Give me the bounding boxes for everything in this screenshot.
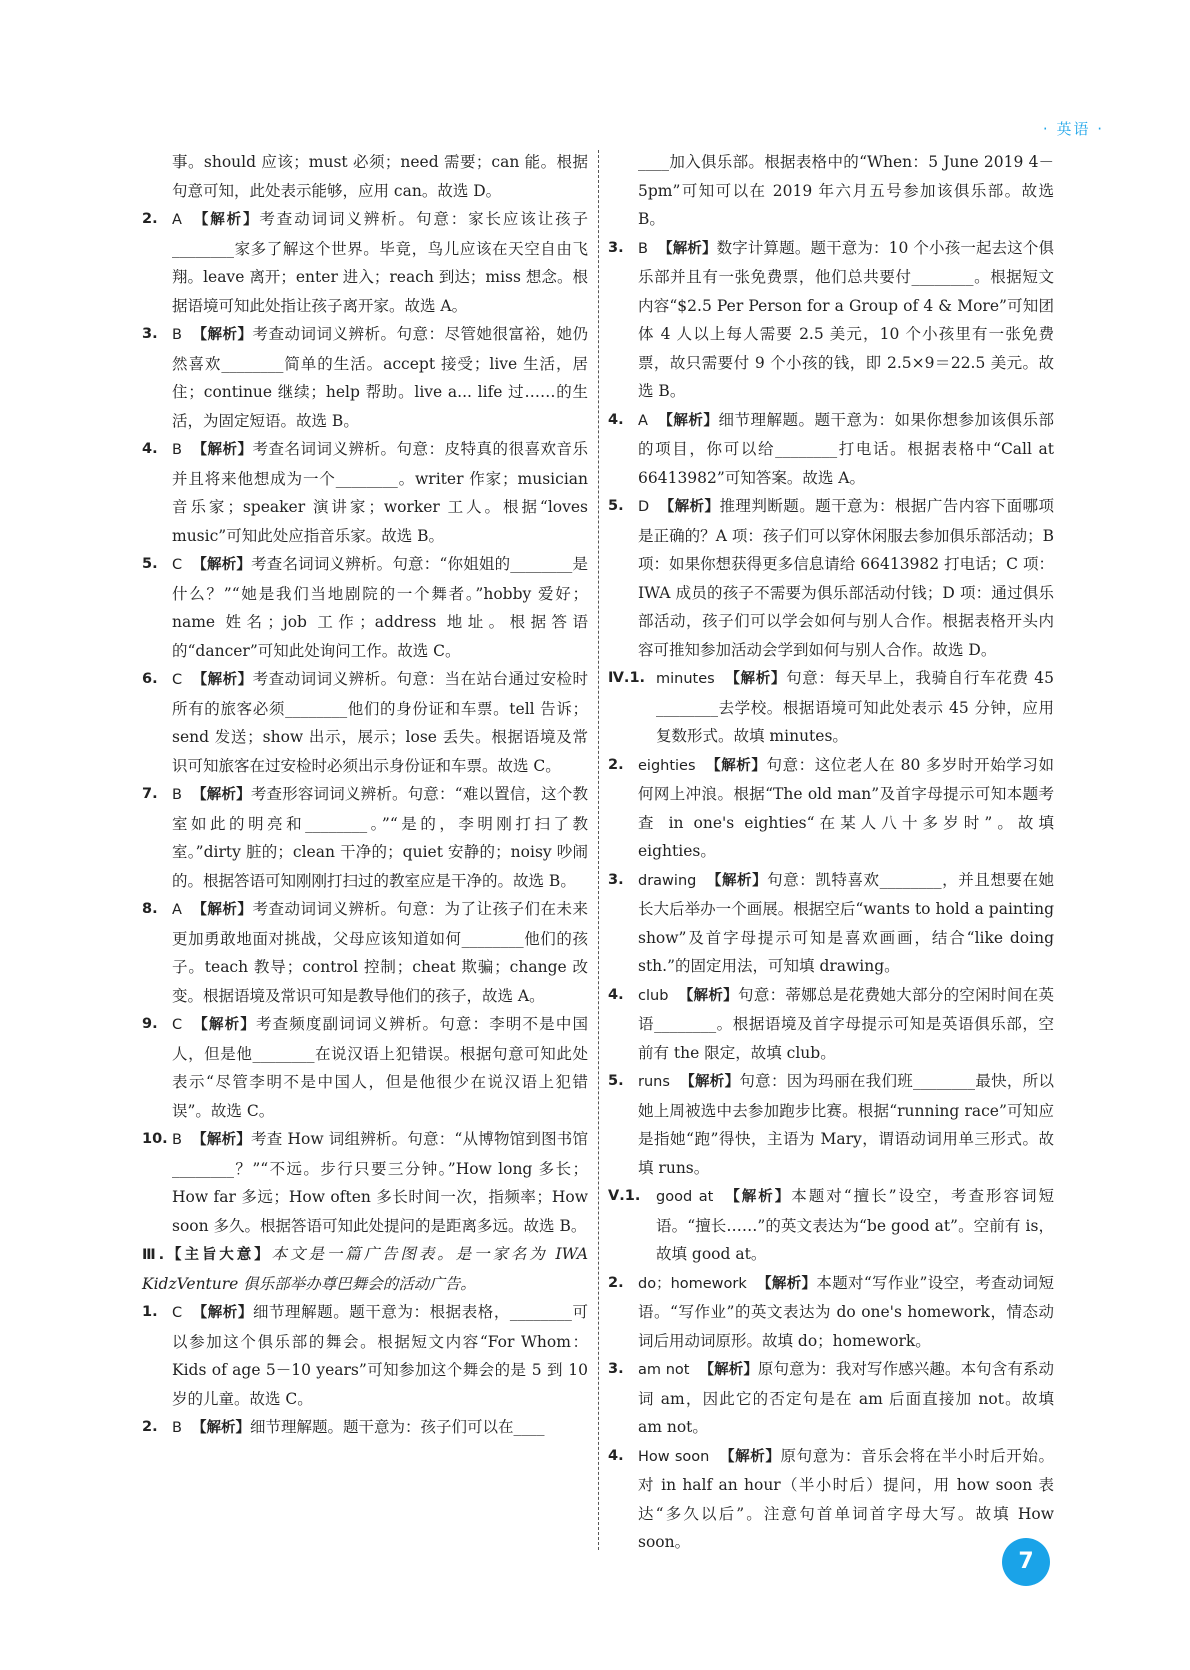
list-item: 2. A 【解析】考查动词词义辨析。句意：家长应该让孩子________家多了解这个世界。毕竟，鸟儿应该在天空自由飞翔。leave 离开；enter 进入；reach 到达；miss 想念。根据语境可知此处指让孩子离开家。故选 A。: [142, 210, 589, 315]
left-column: [142, 148, 588, 1443]
list-item: 4. club 【解析】句意：蒂娜总是花费她大部分的空闲时间在英语________。根据语境及首字母提示可知是英语俱乐部，空前有 the 限定，故填 club。: [608, 985, 1055, 1062]
section-3-heading: Ⅲ.【主旨大意】本文是一篇广告图表。是一家名为 IWA KidzVenture 俱乐部举办尊巴舞会的活动广告。: [142, 1245, 589, 1293]
list-item: 4. How soon 【解析】原句意为：音乐会将在半小时后开始。对 in half an hour（半小时后）提问，用 how soon 表达“多久以后”。注意句首单词首字母大写。故填 How soon。: [608, 1446, 1054, 1551]
column-divider: [598, 150, 599, 1550]
page-number-badge: 7: [1002, 1538, 1050, 1586]
list-item: 9. C 【解析】考查频度副词词义辨析。句意：李明不是中国人，但是他________在说汉语上犯错误。根据句意可知此处表示“尽管李明不是中国人，但是他很少在说汉语上犯错误”。故选 C。: [142, 1015, 588, 1120]
list-item: 7. B 【解析】考查形容词词义辨析。句意：“难以置信，这个教室如此的明亮和________。”“是的，李明刚打扫了教室。”dirty 脏的；clean 干净的；quiet 安静的；noisy 吵闹的。根据答语可知刚刚打扫过的教室应是干净的。故选 B。: [142, 785, 588, 890]
list-item: 3. B 【解析】考查动词词义辨析。句意：尽管她很富裕，她仍然喜欢________简单的生活。accept 接受；live 生活，居住；continue 继续；help 帮助。live a... life 过……的生活，为固定短语。故选 B。: [142, 325, 588, 430]
list-item: 1. C 【解析】细节理解题。题干意为：根据表格，________可以参加这个俱乐部的舞会。根据短文内容“For Whom：Kids of age 5－10 years”可知参加这个舞会的是 5 到 10 岁的儿童。故选 C。: [142, 1303, 588, 1408]
list-item: 3. am not 【解析】原句意为：我对写作感兴趣。本句含有系动词 am，因此它的否定句是在 am 后面直接加 not。故填 am not。: [608, 1360, 1055, 1436]
list-item: 2. B 【解析】细节理解题。题干意为：孩子们可以在____: [142, 1418, 545, 1436]
list-item: 2. eighties 【解析】句意：这位老人在 80 多岁时开始学习如何网上冲浪。根据“The old man”及首字母提示可知本题考查 in one's eighties“在某人八十多岁时”。故填 eighties。: [608, 755, 1054, 860]
list-item: 2. do；homework 【解析】本题对“写作业”设空，考查动词短语。“写作业”的英文表达为 do one's homework，情态动词后用动词原形。故填 do；homework。: [608, 1273, 1054, 1350]
list-item: 3. drawing 【解析】句意：凯特喜欢________，并且想要在她长大后举办一个画展。根据空后“wants to hold a painting show”及首字母提示可知是喜欢画画，结合“like doing sth.”的固定用法，可知填 drawing。: [608, 870, 1054, 975]
subject-header: · 英语 ·: [1042, 120, 1104, 138]
list-item: 5. D 【解析】推理判断题。题干意为：根据广告内容下面哪项是正确的？A 项：孩子们可以穿休闲服去参加俱乐部活动；B 项：如果你想获得更多信息请给 66413982 打电话；C 项：IWA 成员的孩子不需要为俱乐部活动付钱；D 项：通过俱乐部活动，孩子们可以学会如何与别人合作。根据表格开头内容可推知参加活动会学到如何与别人合作。故选 D。: [608, 497, 1054, 659]
list-item: 4. B 【解析】考查名词词义辨析。句意：皮特真的很喜欢音乐并且将来他想成为一个________。writer 作家；musician 音乐家；speaker 演讲家；worker 工人。根据“loves music”可知此处应指音乐家。故选 B。: [142, 440, 588, 545]
section-4-item: Ⅳ.1. minutes 【解析】句意：每天早上，我骑自行车花费 45 ________去学校。根据语境可知此处表示 45 分钟，应用复数形式。故填 minutes。: [608, 669, 1055, 745]
list-item: 5. C 【解析】考查名词词义辨析。句意：“你姐姐的________是什么？”“她是我们当地剧院的一个舞者。”hobby 爱好；name 姓名；job 工作；address 地址。根据答语的“dancer”可知此处询问工作。故选 C。: [142, 555, 588, 660]
continuation-text: 事。should 应该；must 必须；need 需要；can 能。根据句意可知，此处表示能够，应用 can。故选 D。: [172, 153, 588, 200]
list-item: 5. runs 【解析】句意：因为玛丽在我们班________最快，所以她上周被选中去参加跑步比赛。根据“running race”可知应是指她“跑”得快，主语为 Mary，谓语动词用单三形式。故填 runs。: [608, 1072, 1054, 1177]
right-column: [608, 148, 1054, 1557]
list-item: 10. B 【解析】考查 How 词组辨析。句意：“从博物馆到图书馆________？”“不远。步行只要三分钟。”How long 多长；How far 多远；How often 多长时间一次，指频率；How soon 多久。根据答语可知此处提问的是距离多远。故选 B。: [142, 1130, 588, 1235]
list-item: 8. A 【解析】考查动词词义辨析。句意：为了让孩子们在未来更加勇敢地面对挑战，父母应该知道如何________他们的孩子。teach 教导；control 控制；cheat 欺骗；change 改变。根据语境及常识可知是教导他们的孩子，故选 A。: [142, 900, 588, 1005]
list-item: 4. A 【解析】细节理解题。题干意为：如果你想参加该俱乐部的项目，你可以给________打电话。根据表格中“Call at 66413982”可知答案。故选 A。: [608, 410, 1054, 487]
list-item: 6. C 【解析】考查动词词义辨析。句意：当在站台通过安检时所有的旅客必须________他们的身份证和车票。tell 告诉；send 发送；show 出示，展示；lose 丢失。根据语境及常识可知旅客在过安检时必须出示身份证和车票。故选 C。: [142, 670, 588, 775]
section-5-item: Ⅴ.1. good at 【解析】本题对“擅长”设空，考查形容词短语。“擅长……”的英文表达为“be good at”。空前有 is，故填 good at。: [608, 1187, 1054, 1263]
continuation-text: ____加入俱乐部。根据表格中的“When：5 June 2019 4－5pm”可知可以在 2019 年六月五号参加该俱乐部。故选 B。: [638, 153, 1054, 228]
list-item: 3. B 【解析】数字计算题。题干意为：10 个小孩一起去这个俱乐部并且有一张免费票，他们总共要付________。根据短文内容“$2.5 Per Person for a Group of 4 & More”可知团体 4 人以上每人需要 2.5 美元，10 个小孩里有一张免费票，故只需要付 9 个小孩的钱，即 2.5×9＝22.5 美元。故选 B。: [608, 238, 1055, 400]
